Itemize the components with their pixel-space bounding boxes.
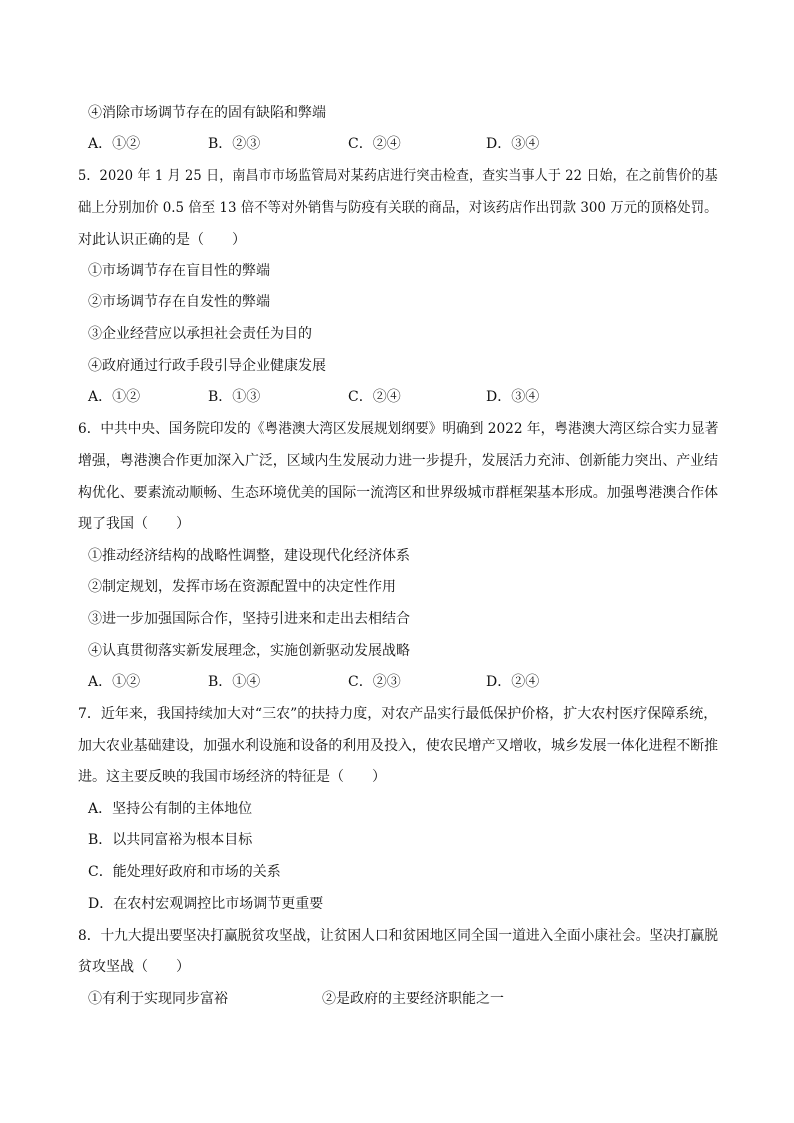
- q7-option-a: A．坚持公有制的主体地位: [88, 801, 253, 817]
- q8-option-1: ①有利于实现同步富裕: [88, 991, 228, 1007]
- q4-answer-c: C．②④: [348, 136, 401, 152]
- q6-option-4: ④认真贯彻落实新发展理念，实施创新驱动发展战略: [88, 643, 410, 659]
- q8-stem-line-2: 贫攻坚战（ ）: [78, 959, 190, 975]
- q4-answer-row: [88, 134, 728, 154]
- q5-answer-b: B．①③: [208, 389, 261, 405]
- q6-stem-line-1: 6．中共中央、国务院印发的《粤港澳大湾区发展规划纲要》明确到 2022 年，粤港澳大湾区综合实力显著: [78, 421, 719, 437]
- q6-stem-line-4: 现了我国（ ）: [78, 516, 190, 532]
- q7-option-b: B．以共同富裕为根本目标: [88, 832, 253, 848]
- q4-answer-b: B．②③: [208, 136, 261, 152]
- q5-stem-line-3: 对此认识正确的是（ ）: [78, 232, 246, 248]
- q8-stem-line-1: 8．十九大提出要坚决打赢脱贫攻坚战，让贫困人口和贫困地区同全国一道进入全面小康社会。坚决打赢脱: [78, 928, 718, 944]
- q7-option-c: C．能处理好政府和市场的关系: [88, 864, 281, 880]
- q7-stem-line-1: 7．近年来，我国持续加大对“三农”的扶持力度，对农产品实行最低保护价格，扩大农村医疗保障系统，: [78, 706, 718, 722]
- q5-option-3: ③企业经营应以承担社会责任为目的: [88, 326, 312, 342]
- q5-answer-row: [88, 387, 728, 407]
- q6-stem-line-3: 构优化、要素流动顺畅、生态环境优美的国际一流湾区和世界级城市群框架基本形成。加强粤港澳合作体: [78, 485, 719, 501]
- q6-option-2: ②制定规划，发挥市场在资源配置中的决定性作用: [88, 579, 396, 595]
- q6-stem-line-2: 增强，粤港澳合作更加深入广泛，区域内生发展动力进一步提升，发展活力充沛、创新能力突出、产业结: [78, 453, 719, 469]
- q4-option-4: ④消除市场调节存在的固有缺陷和弊端: [88, 105, 326, 121]
- q6-answer-row: [88, 672, 728, 692]
- q5-answer-c: C．②④: [348, 389, 401, 405]
- q5-answer-d: D．③④: [486, 389, 540, 405]
- q5-answer-a: A．①②: [88, 389, 141, 405]
- q4-answer-d: D．③④: [486, 136, 540, 152]
- q5-option-1: ①市场调节存在盲目性的弊端: [88, 263, 270, 279]
- q8-option-2: ②是政府的主要经济职能之一: [322, 991, 504, 1007]
- q6-answer-d: D．②④: [486, 674, 540, 690]
- q6-option-1: ①推动经济结构的战略性调整，建设现代化经济体系: [88, 548, 410, 564]
- q6-answer-c: C．②③: [348, 674, 401, 690]
- q5-option-2: ②市场调节存在自发性的弊端: [88, 294, 270, 310]
- q5-stem-line-2: 础上分别加价 0.5 倍至 13 倍不等对外销售与防疫有关联的商品，对该药店作出罚款 300 万元的顶格处罚。: [78, 200, 718, 216]
- q4-answer-a: A．①②: [88, 136, 141, 152]
- q7-stem-line-3: 进。这主要反映的我国市场经济的特征是（ ）: [78, 769, 386, 785]
- q5-option-4: ④政府通过行政手段引导企业健康发展: [88, 358, 326, 374]
- q7-option-d: D．在农村宏观调控比市场调节更重要: [88, 896, 324, 912]
- q7-stem-line-2: 加大农业基础建设，加强水利设施和设备的利用及投入，使农民增产又增收，城乡发展一体化进程不断推: [78, 738, 719, 754]
- q6-answer-b: B．①④: [208, 674, 261, 690]
- q5-stem-line-1: 5．2020 年 1 月 25 日，南昌市市场监管局对某药店进行突击检查，查实当事人于 22 日始，在之前售价的基: [78, 168, 718, 184]
- q6-answer-a: A．①②: [88, 674, 141, 690]
- q6-option-3: ③进一步加强国际合作，坚持引进来和走出去相结合: [88, 611, 410, 627]
